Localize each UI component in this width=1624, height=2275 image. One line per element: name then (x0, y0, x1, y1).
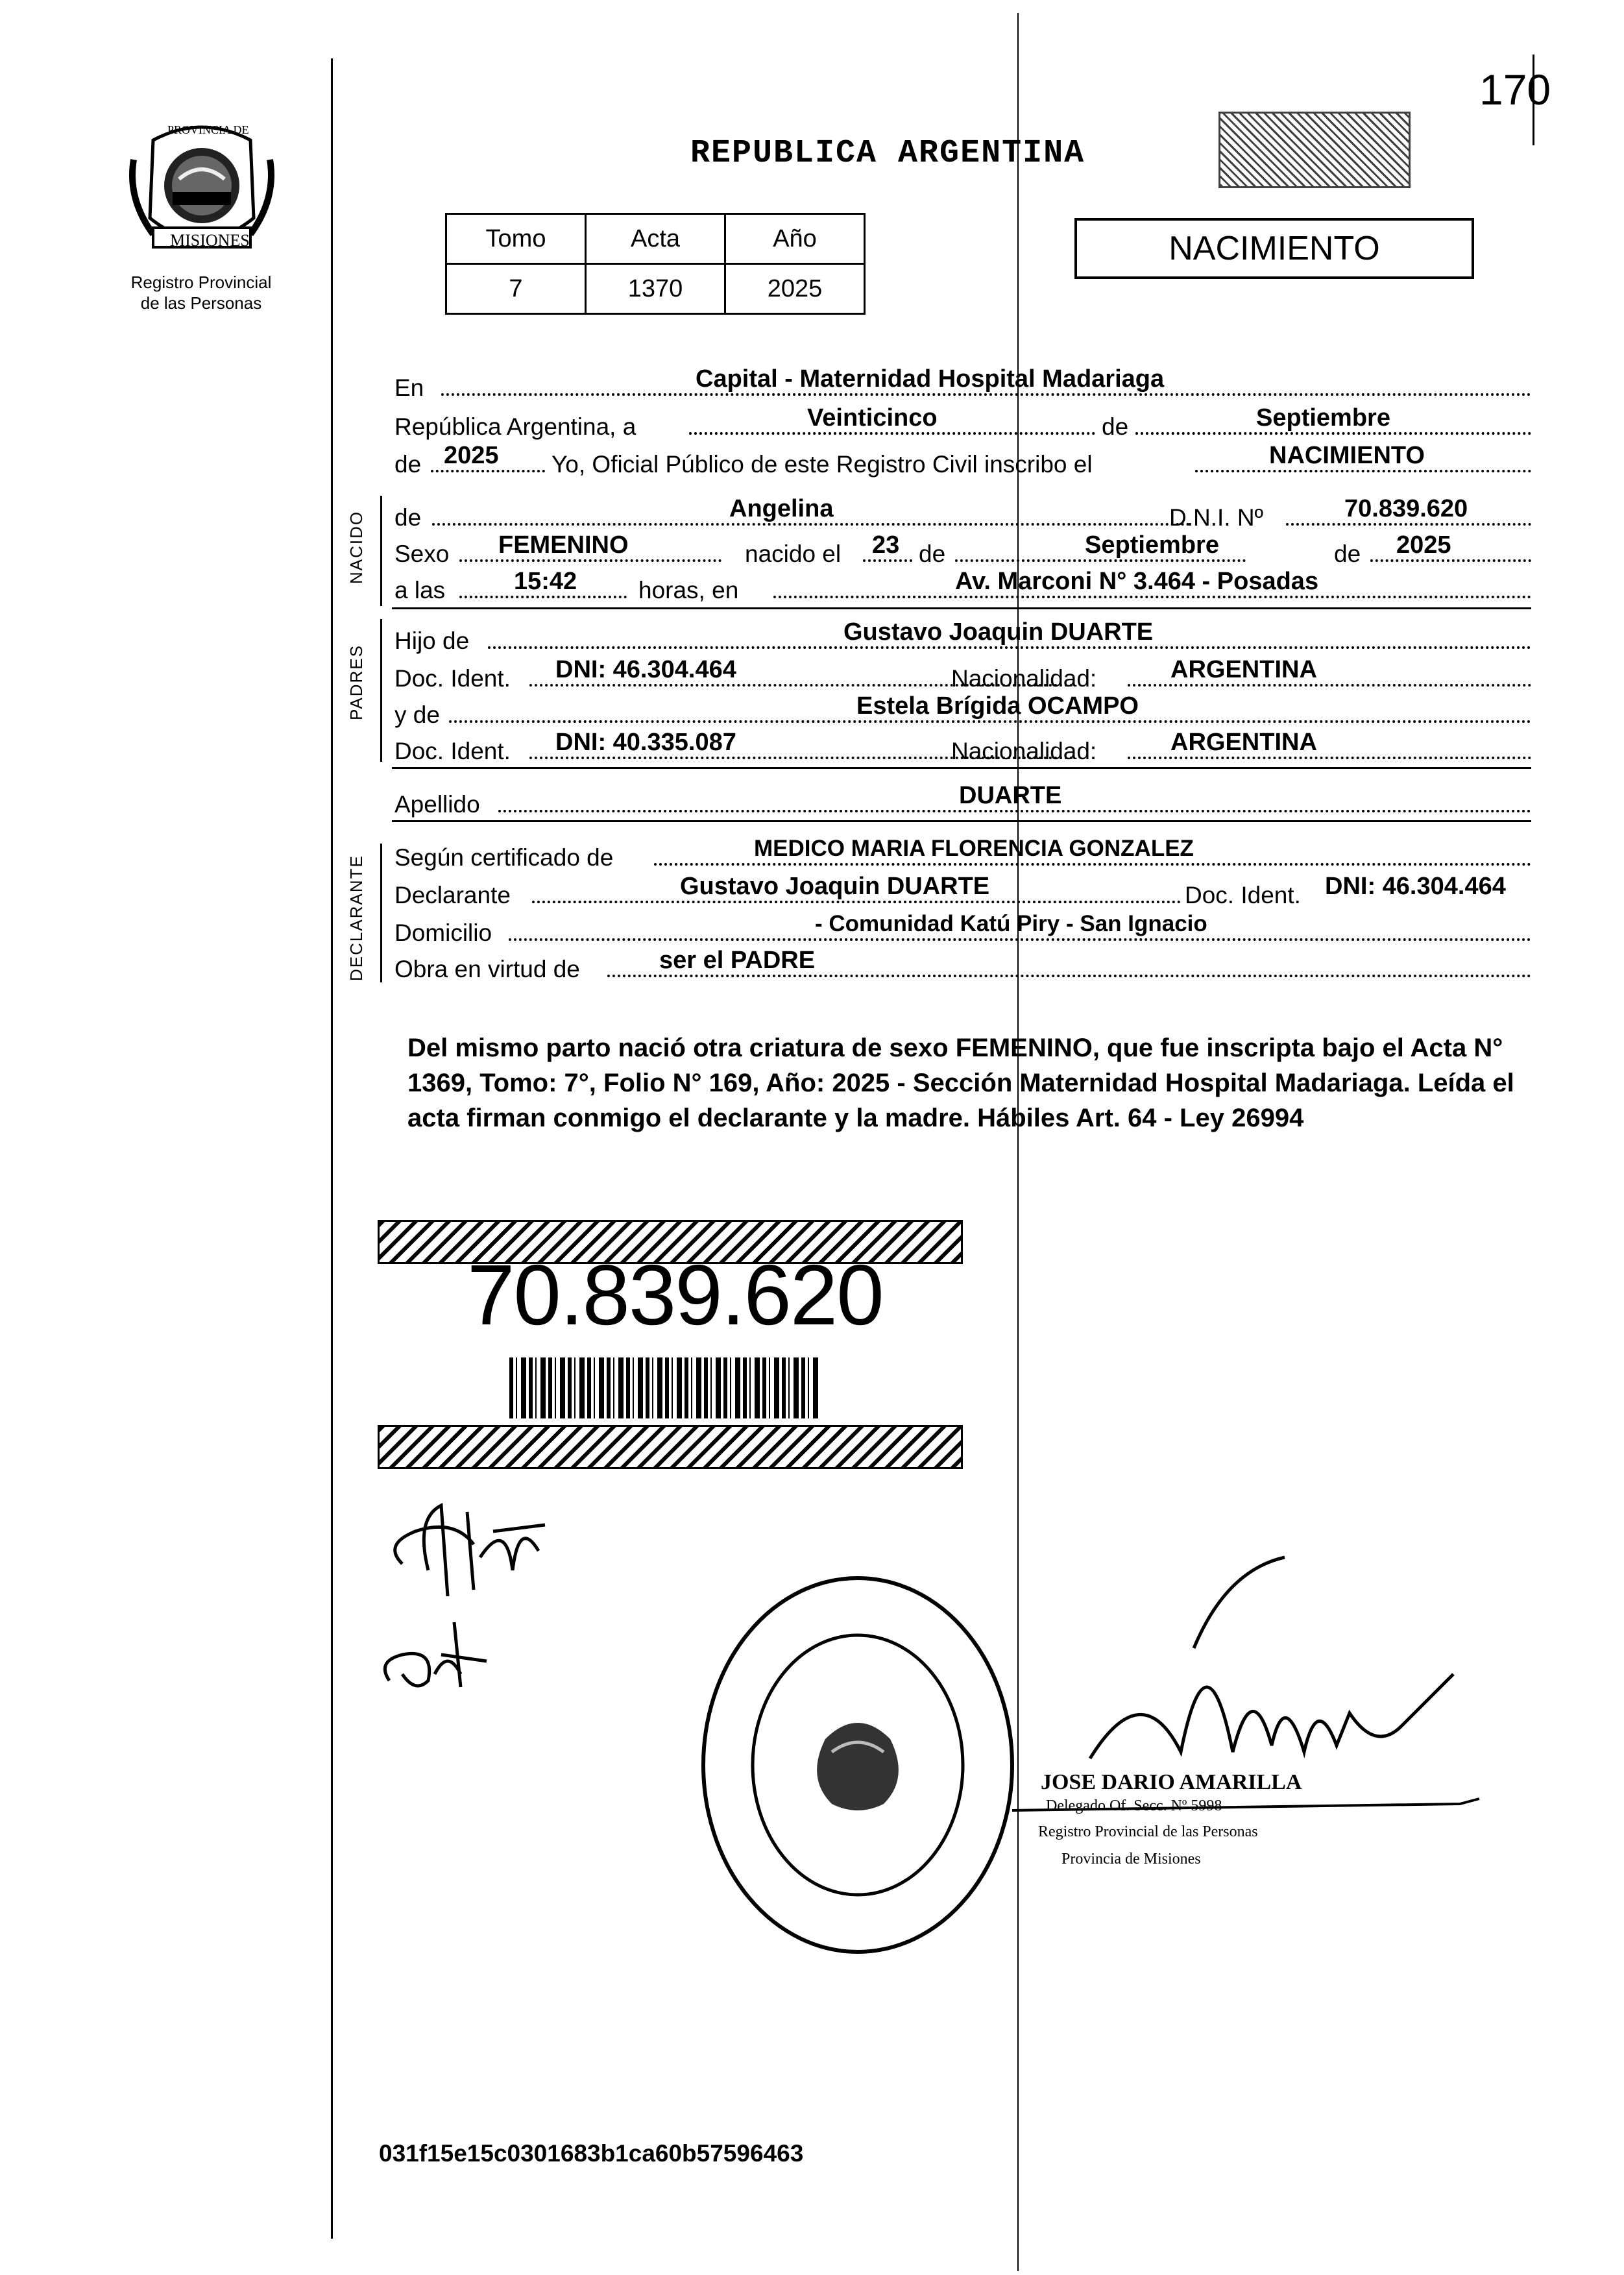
divider (392, 820, 1531, 822)
padres-bracket (380, 619, 382, 762)
de-label-2: de (394, 451, 422, 478)
father-doc-value: DNI: 46.304.464 (555, 656, 736, 683)
stamp-inner-text (763, 1648, 958, 1649)
name-value: Angelina (729, 495, 834, 522)
doc-label-father: Doc. Ident. (394, 665, 511, 692)
nac-label-father: Nacionalidad: (951, 665, 1097, 692)
nac-label-mother: Nacionalidad: (951, 738, 1097, 764)
yo-text: Yo, Oficial Público de este Registro Civil inscribo el (551, 451, 1093, 478)
row-obra (392, 947, 1531, 981)
row-year (392, 443, 1531, 476)
official-title: Delegado Of. Secc. Nº 5998 (1046, 1797, 1222, 1814)
header-tomo: Tomo (446, 214, 586, 264)
value-tomo: 7 (446, 264, 586, 314)
month-value: Septiembre (1256, 404, 1390, 432)
official-name: JOSE DARIO AMARILLA (1041, 1770, 1302, 1794)
birth-day-value: 23 (872, 531, 900, 559)
obra-value: ser el PADRE (659, 947, 816, 974)
value-acta: 1370 (586, 264, 725, 314)
divider (392, 767, 1531, 769)
nacido-bracket (380, 496, 382, 606)
birth-year-value: 2025 (1396, 531, 1451, 559)
horas-label: horas, en (638, 577, 739, 603)
barcode (509, 1357, 821, 1418)
mother-doc-value: DNI: 40.335.087 (555, 729, 736, 756)
mother-value: Estela Brígida OCAMPO (856, 692, 1139, 720)
alas-label: a las (394, 577, 446, 603)
official-registry: Registro Provincial de las Personas (1038, 1823, 1258, 1840)
father-nat-value: ARGENTINA (1170, 656, 1317, 683)
nacido-label: nacido el (745, 541, 842, 567)
birth-month-value: Septiembre (1085, 531, 1219, 559)
declarante-bracket (380, 844, 382, 982)
sexo-label: Sexo (394, 541, 450, 567)
sticker-pattern-bottom (378, 1425, 963, 1469)
day-words-value: Veinticinco (807, 404, 938, 432)
registry-caption-2: de las Personas (140, 293, 262, 313)
certifier-value: MEDICO MARIA FLORENCIA GONZALEZ (754, 836, 1194, 861)
republica-label: República Argentina, a (394, 413, 636, 440)
declarant-value: Gustavo Joaquin DUARTE (680, 873, 990, 900)
row-certificate (392, 836, 1531, 870)
dni-label: D.N.I. Nº (1169, 504, 1264, 531)
place-value: Capital - Maternidad Hospital Madariaga (696, 365, 1165, 393)
year-value: 2025 (444, 442, 499, 469)
de-label-5: de (1334, 541, 1361, 567)
header-acta: Acta (586, 214, 725, 264)
row-surname (392, 783, 1531, 816)
header-anio: Año (725, 214, 865, 264)
left-margin-line (331, 58, 333, 2239)
father-value: Gustavo Joaquin DUARTE (843, 618, 1154, 646)
en-label: En (394, 374, 424, 401)
value-anio: 2025 (725, 264, 865, 314)
row-time (392, 568, 1531, 602)
doc-label-declarant: Doc. Ident. (1185, 882, 1301, 908)
row-sex (392, 532, 1531, 566)
row-father-doc (392, 657, 1531, 690)
section-declarante: DECLARANTE (346, 855, 366, 981)
row-mother-doc (392, 729, 1531, 763)
signature-mother (376, 1609, 493, 1700)
domicilio-label: Domicilio (394, 919, 492, 946)
registry-caption-1: Registro Provincial (130, 273, 272, 292)
record-table (445, 213, 866, 315)
security-seal (1218, 112, 1411, 188)
declarant-doc-value: DNI: 46.304.464 (1325, 873, 1506, 900)
act-type-box: NACIMIENTO (1074, 218, 1474, 279)
row-domicile (392, 911, 1531, 945)
signature-declarant (376, 1492, 558, 1609)
hijo-label: Hijo de (394, 627, 470, 654)
section-nacido: NACIDO (346, 510, 366, 584)
obra-label: Obra en virtud de (394, 956, 580, 982)
event-value: NACIMIENTO (1269, 442, 1425, 469)
domicile-value: - Comunidad Katú Piry - San Ignacio (815, 911, 1207, 936)
row-en (392, 366, 1531, 400)
country-title: REPUBLICA ARGENTINA (690, 135, 1085, 172)
row-mother (392, 693, 1531, 727)
cert-label: Según certificado de (394, 844, 614, 871)
time-value: 15:42 (514, 568, 577, 595)
row-name (392, 496, 1531, 529)
sex-value: FEMENINO (498, 531, 629, 559)
stamp-outer-text (718, 1570, 990, 1571)
de-label-1: de (1102, 413, 1129, 440)
section-padres: PADRES (346, 644, 366, 720)
surname-value: DUARTE (959, 782, 1062, 809)
dni-value: 70.839.620 (1344, 495, 1468, 522)
annotation-note: Del mismo parto nació otra criatura de sexo FEMENINO, que fue inscripta bajo el Acta N° 1369, Tomo: 7°, Folio N° 169, Año: 2025 - Sección Maternidad Hospital Madariaga. Leída el acta firman conmigo el declarante y la madre. Hábiles Art. 64 - Ley 26994 (407, 1034, 1514, 1132)
row-date (392, 405, 1531, 439)
row-father (392, 619, 1531, 653)
page-number: 170 (1479, 66, 1551, 114)
emblem-top-text: PROVINCIA DE (167, 123, 249, 136)
sticker-dni-number: 70.839.620 (467, 1247, 883, 1343)
row-declarant (392, 873, 1531, 907)
official-province: Provincia de Misiones (1061, 1851, 1201, 1867)
de-label-3: de (394, 504, 422, 531)
document-hash: 031f15e15c0301683b1ca60b57596463 (379, 2140, 804, 2167)
official-stamp (696, 1570, 1020, 1960)
yde-label: y de (394, 701, 440, 728)
mother-nat-value: ARGENTINA (1170, 729, 1317, 756)
doc-label-mother: Doc. Ident. (394, 738, 511, 764)
emblem-bottom-text: MISIONES (170, 231, 250, 250)
apellido-label: Apellido (394, 791, 480, 818)
address-value: Av. Marconi N° 3.464 - Posadas (955, 568, 1319, 595)
de-label-4: de (919, 541, 946, 567)
divider (392, 607, 1531, 609)
declarante-label: Declarante (394, 882, 511, 908)
